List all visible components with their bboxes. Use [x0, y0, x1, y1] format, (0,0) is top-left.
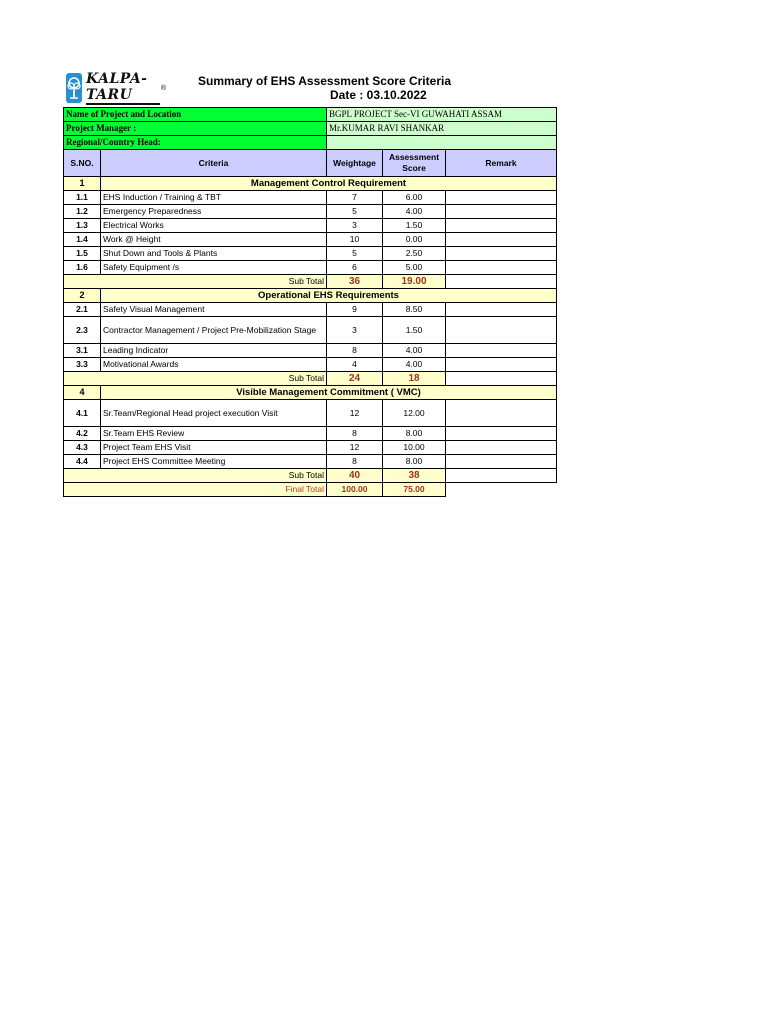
- column-header-row: [64, 150, 557, 177]
- table-row: [64, 344, 557, 358]
- row-criteria: EHS Induction / Training & TBT: [101, 191, 327, 205]
- row-remark: [446, 427, 557, 441]
- row-remark: [446, 344, 557, 358]
- row-sno: 1.2: [64, 205, 101, 219]
- row-remark: [446, 219, 557, 233]
- row-criteria: Leading Indicator: [101, 344, 327, 358]
- section-number: 1: [64, 177, 101, 191]
- table-row: [64, 191, 557, 205]
- table-row: [64, 261, 557, 275]
- row-weightage: 8: [327, 344, 383, 358]
- row-remark: [446, 233, 557, 247]
- table-row: [64, 247, 557, 261]
- subtotal-row: [64, 372, 557, 386]
- section-header-row: [64, 177, 557, 191]
- page-title: Summary of EHS Assessment Score Criteria: [198, 74, 451, 88]
- row-weightage: 3: [327, 219, 383, 233]
- col-weightage: Weightage: [327, 150, 383, 177]
- table-row: [64, 400, 557, 427]
- row-weightage: 5: [327, 247, 383, 261]
- row-score: 12.00: [383, 400, 446, 427]
- row-sno: 4.4: [64, 455, 101, 469]
- subtotal-weightage: 36: [327, 275, 383, 289]
- subtotal-weightage: 24: [327, 372, 383, 386]
- logo-text: KALPA-TARU: [86, 71, 160, 105]
- section-title: Visible Management Commitment ( VMC): [101, 386, 557, 400]
- section-header-row: [64, 386, 557, 400]
- row-criteria: Emergency Preparedness: [101, 205, 327, 219]
- section-number: 4: [64, 386, 101, 400]
- row-weightage: 12: [327, 441, 383, 455]
- row-criteria: Contractor Management / Project Pre-Mobilization Stage: [101, 317, 327, 344]
- col-criteria: Criteria: [101, 150, 327, 177]
- head-row: [64, 136, 557, 150]
- row-criteria: Sr.Team EHS Review: [101, 427, 327, 441]
- section-number: 2: [64, 289, 101, 303]
- row-score: 4.00: [383, 344, 446, 358]
- head-value: [327, 136, 557, 150]
- table-row: [64, 441, 557, 455]
- row-sno: 2.1: [64, 303, 101, 317]
- table-row: [64, 219, 557, 233]
- row-weightage: 10: [327, 233, 383, 247]
- row-score: 5.00: [383, 261, 446, 275]
- row-score: 10.00: [383, 441, 446, 455]
- table-row: [64, 205, 557, 219]
- row-sno: 1.6: [64, 261, 101, 275]
- row-weightage: 7: [327, 191, 383, 205]
- row-remark: [446, 400, 557, 427]
- final-total-blank: [446, 483, 557, 497]
- row-criteria: Safety Equipment /s: [101, 261, 327, 275]
- col-remark: Remark: [446, 150, 557, 177]
- project-row: [64, 108, 557, 122]
- project-value: BGPL PROJECT Sec-VI GUWAHATI ASSAM: [327, 108, 557, 122]
- manager-value: Mr.KUMAR RAVI SHANKAR: [327, 122, 557, 136]
- subtotal-score: 38: [383, 469, 446, 483]
- row-sno: 4.3: [64, 441, 101, 455]
- section-title: Management Control Requirement: [101, 177, 557, 191]
- row-sno: 2.3: [64, 317, 101, 344]
- table-row: [64, 303, 557, 317]
- subtotal-score: 18: [383, 372, 446, 386]
- row-score: 6.00: [383, 191, 446, 205]
- row-weightage: 12: [327, 400, 383, 427]
- row-weightage: 3: [327, 317, 383, 344]
- row-weightage: 5: [327, 205, 383, 219]
- final-total-score: 75.00: [383, 483, 446, 497]
- row-remark: [446, 205, 557, 219]
- head-label: Regional/Country Head:: [64, 136, 327, 150]
- row-score: 1.50: [383, 317, 446, 344]
- row-remark: [446, 441, 557, 455]
- row-remark: [446, 247, 557, 261]
- row-score: 1.50: [383, 219, 446, 233]
- row-sno: 1.1: [64, 191, 101, 205]
- row-remark: [446, 358, 557, 372]
- row-criteria: Electrical Works: [101, 219, 327, 233]
- row-remark: [446, 455, 557, 469]
- subtotal-score: 19.00: [383, 275, 446, 289]
- row-remark: [446, 261, 557, 275]
- subtotal-row: [64, 275, 557, 289]
- row-sno: 1.3: [64, 219, 101, 233]
- row-criteria: Project EHS Committee Meeting: [101, 455, 327, 469]
- row-sno: 4.2: [64, 427, 101, 441]
- final-total-row: [64, 483, 557, 497]
- row-criteria: Project Team EHS Visit: [101, 441, 327, 455]
- table-row: [64, 455, 557, 469]
- table-row: [64, 358, 557, 372]
- subtotal-label: Sub Total: [64, 275, 327, 289]
- assessment-table: [63, 107, 557, 497]
- col-sno: S.NO.: [64, 150, 101, 177]
- section-header-row: [64, 289, 557, 303]
- row-weightage: 8: [327, 455, 383, 469]
- final-total-weightage: 100.00: [327, 483, 383, 497]
- row-weightage: 4: [327, 358, 383, 372]
- subtotal-remark: [446, 469, 557, 483]
- row-score: 8.00: [383, 455, 446, 469]
- row-criteria: Sr.Team/Regional Head project execution Visit: [101, 400, 327, 427]
- row-weightage: 9: [327, 303, 383, 317]
- row-weightage: 6: [327, 261, 383, 275]
- subtotal-row: [64, 469, 557, 483]
- row-criteria: Shut Down and Tools & Plants: [101, 247, 327, 261]
- row-sno: 1.5: [64, 247, 101, 261]
- tree-icon: [66, 73, 82, 103]
- table-row: [64, 317, 557, 344]
- row-remark: [446, 303, 557, 317]
- table-row: [64, 427, 557, 441]
- col-score: Assessment Score: [383, 150, 446, 177]
- section-title: Operational EHS Requirements: [101, 289, 557, 303]
- final-total-label: Final Total: [64, 483, 327, 497]
- report-date: Date : 03.10.2022: [330, 88, 427, 102]
- table-row: [64, 233, 557, 247]
- manager-label: Project Manager :: [64, 122, 327, 136]
- subtotal-label: Sub Total: [64, 372, 327, 386]
- subtotal-label: Sub Total: [64, 469, 327, 483]
- row-score: 4.00: [383, 358, 446, 372]
- row-score: 8.50: [383, 303, 446, 317]
- row-remark: [446, 191, 557, 205]
- row-sno: 3.3: [64, 358, 101, 372]
- logo-registered-mark: ®: [160, 84, 166, 92]
- row-criteria: Motivational Awards: [101, 358, 327, 372]
- row-criteria: Work @ Height: [101, 233, 327, 247]
- subtotal-remark: [446, 275, 557, 289]
- row-weightage: 8: [327, 427, 383, 441]
- company-logo: [66, 72, 166, 104]
- row-score: 0.00: [383, 233, 446, 247]
- row-criteria: Safety Visual Management: [101, 303, 327, 317]
- row-sno: 1.4: [64, 233, 101, 247]
- row-sno: 4.1: [64, 400, 101, 427]
- subtotal-weightage: 40: [327, 469, 383, 483]
- row-score: 4.00: [383, 205, 446, 219]
- row-score: 2.50: [383, 247, 446, 261]
- row-remark: [446, 317, 557, 344]
- project-label: Name of Project and Location: [64, 108, 327, 122]
- row-score: 8.00: [383, 427, 446, 441]
- subtotal-remark: [446, 372, 557, 386]
- manager-row: [64, 122, 557, 136]
- row-sno: 3.1: [64, 344, 101, 358]
